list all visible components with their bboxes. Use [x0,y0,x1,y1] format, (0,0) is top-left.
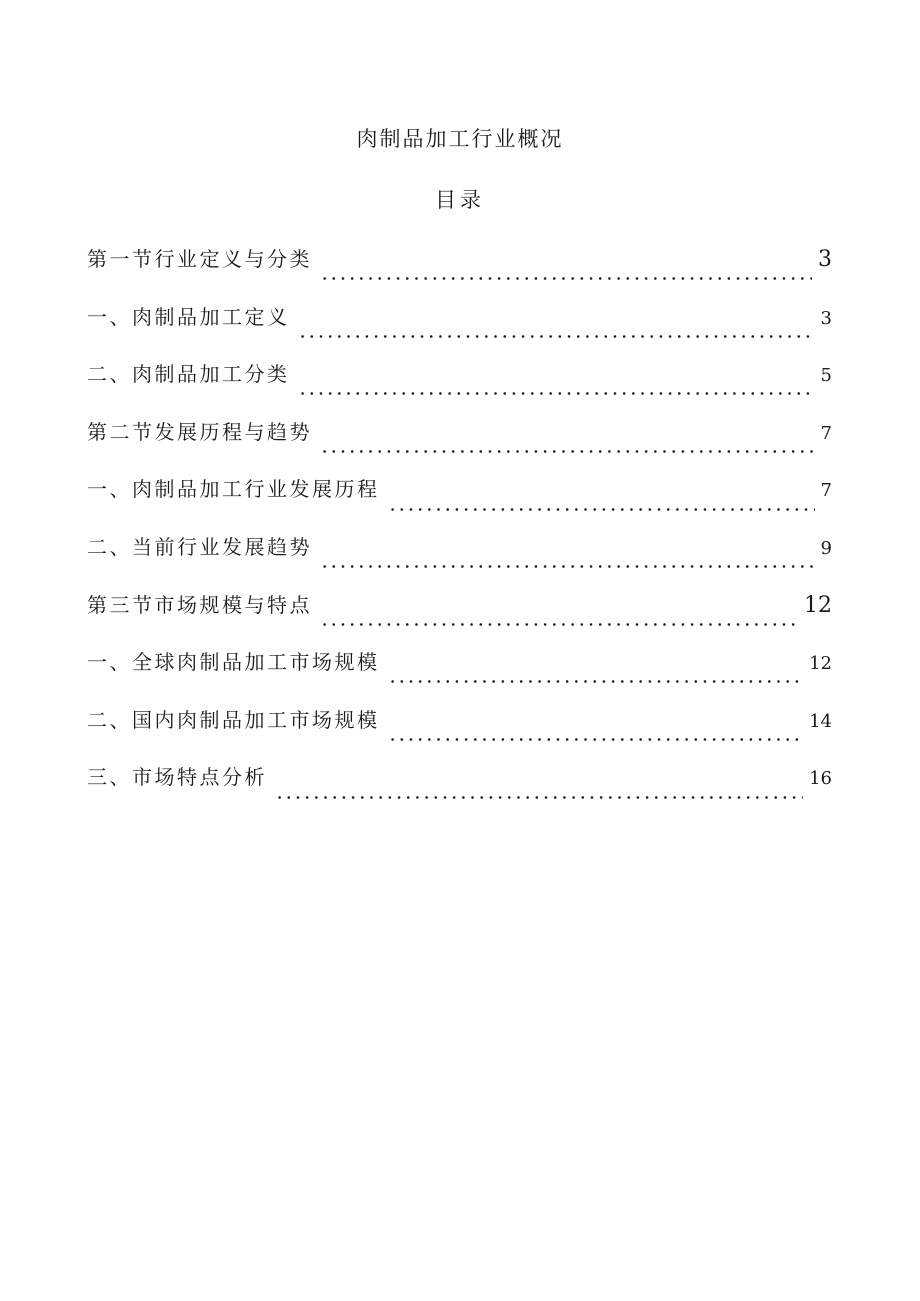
toc-entry-label: 一、肉制品加工行业发展历程 [87,477,380,502]
toc-entry-section-2[interactable] [87,417,832,475]
toc-entry-page: 3 [820,307,832,329]
toc-entry-label: 二、国内肉制品加工市场规模 [87,707,380,732]
toc-entry-2-2[interactable] [87,532,832,590]
toc-entry-page: 9 [820,537,832,559]
toc-entry-3-3[interactable] [87,762,832,820]
toc-dot-leader [388,738,804,741]
toc-entry-label: 二、当前行业发展趋势 [87,534,312,559]
toc-entry-page: 12 [804,592,832,618]
toc-entry-3-1[interactable] [87,647,832,705]
toc-dot-leader [388,680,804,683]
toc-entry-label: 第二节发展历程与趋势 [87,419,312,444]
toc-entry-section-1[interactable] [87,244,832,302]
toc-entry-label: 一、全球肉制品加工市场规模 [87,650,380,675]
toc-entry-section-3[interactable] [87,590,832,648]
toc-dot-leader [320,623,798,626]
toc-entry-label: 第三节市场规模与特点 [87,592,312,617]
toc-heading: 目录 [435,188,485,212]
toc-dot-leader [298,335,815,338]
toc-entry-label: 二、肉制品加工分类 [87,362,290,387]
toc-entry-page: 7 [820,480,832,502]
toc-dot-leader [388,508,815,511]
document-title: 肉制品加工行业概况 [356,127,564,151]
toc-dot-leader [320,277,812,280]
toc-entry-page: 7 [820,422,832,444]
toc-entry-3-2[interactable] [87,705,832,763]
toc-dot-leader [298,392,815,395]
toc-entry-page: 3 [818,247,832,272]
toc-entry-page: 14 [809,710,832,732]
toc-dot-leader [320,565,815,568]
toc-entry-1-2[interactable] [87,359,832,417]
table-of-contents [87,244,832,820]
toc-entry-label: 第一节行业定义与分类 [87,247,312,271]
toc-entry-page: 16 [809,768,832,790]
toc-entry-page: 5 [820,365,832,387]
toc-entry-page: 12 [809,653,832,675]
toc-entry-2-1[interactable] [87,474,832,532]
toc-entry-label: 一、肉制品加工定义 [87,304,290,329]
toc-entry-1-1[interactable] [87,302,832,360]
toc-dot-leader [275,796,803,799]
toc-entry-label: 三、市场特点分析 [87,765,267,790]
toc-dot-leader [320,450,815,453]
